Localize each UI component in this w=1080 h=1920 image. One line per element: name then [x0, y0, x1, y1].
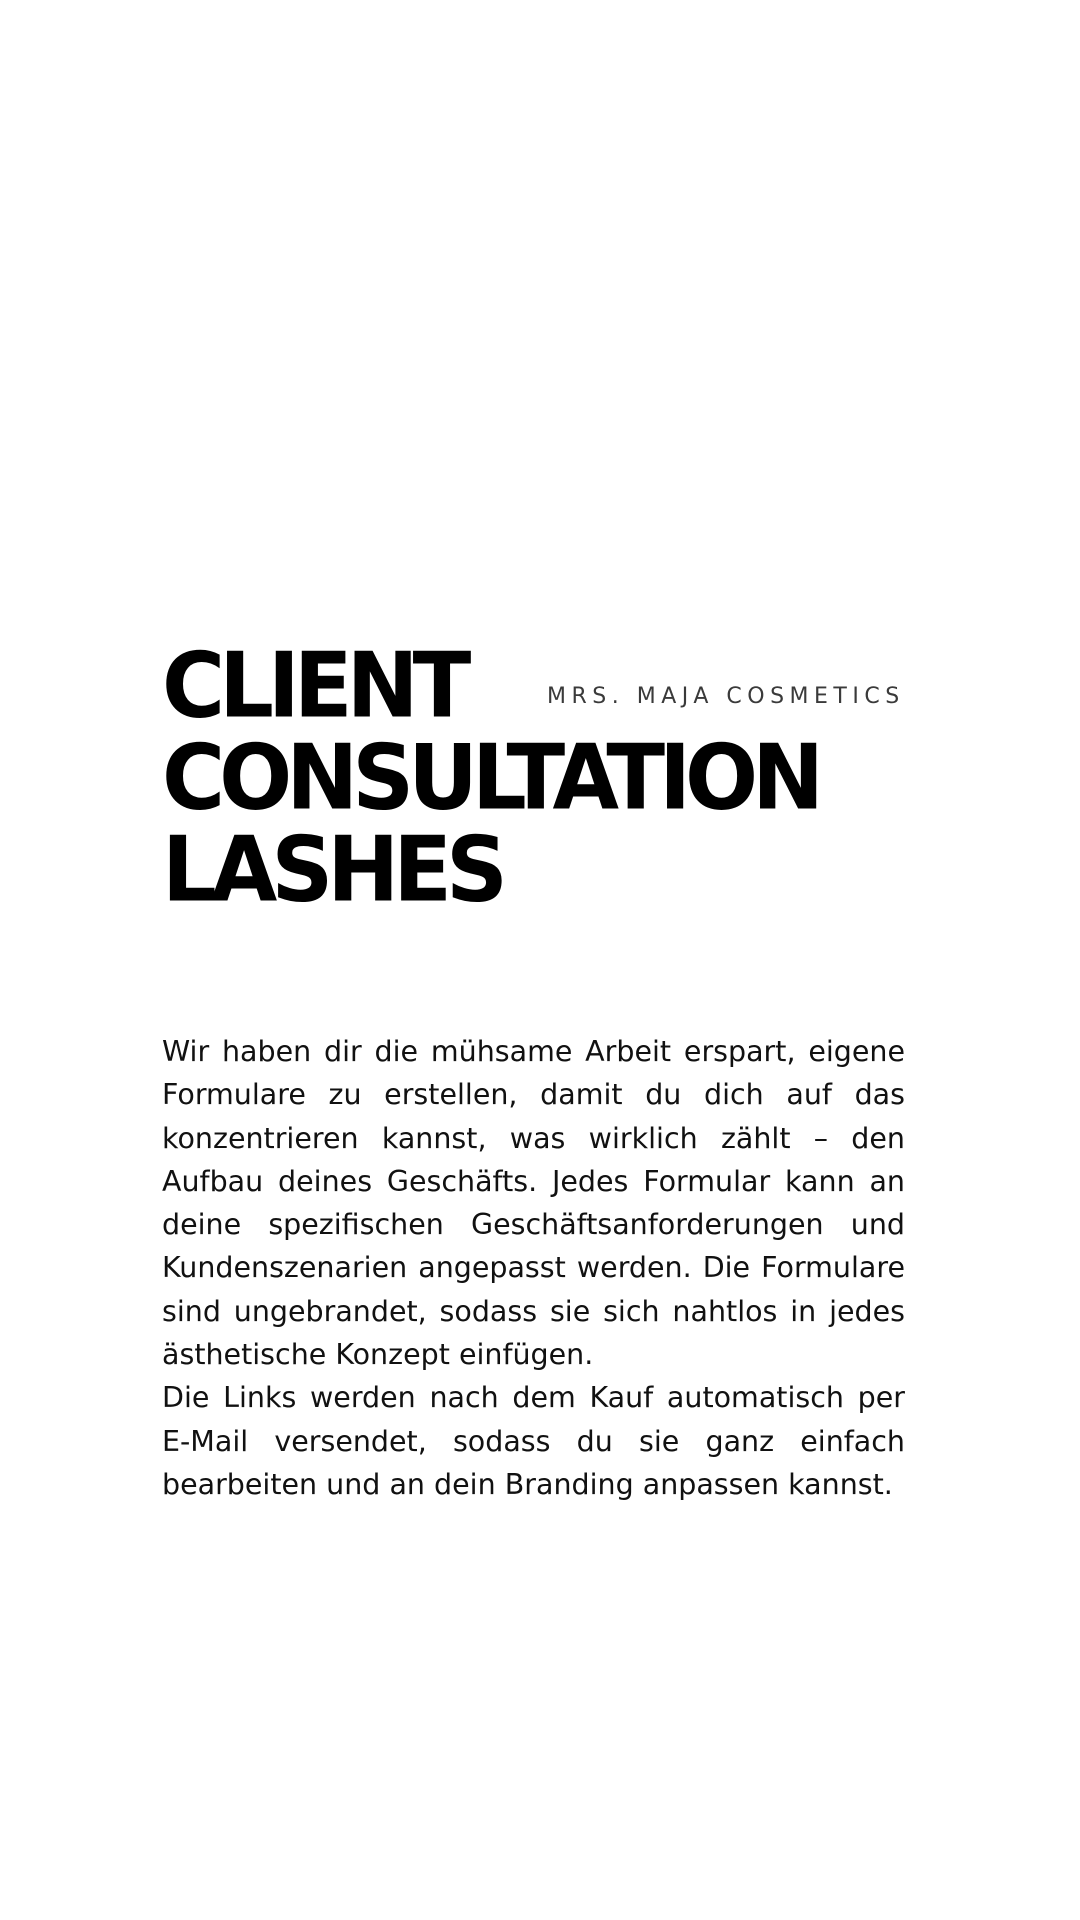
- title-line-lashes: LASHES: [162, 817, 502, 923]
- page-title: [162, 633, 942, 923]
- description: [162, 1030, 905, 1506]
- description-paragraph-1: Wir haben dir die mühsame Arbeit erspart, eigene Formulare zu erstellen, damit du dich auf das konzentrieren kannst, was wirklich zählt – den Aufbau deines Geschäfts. Jedes Formular kann an deine spezifischen Geschäftsanforderungen und Kundenszenarien angepasst werden. Die Formulare sind ungebrandet, sodass sie sich nahtlos in jedes ästhetische Konzept einfügen.: [162, 1035, 905, 1372]
- title-line-client: CLIENT: [162, 633, 466, 739]
- title-line-consultation: CONSULTATION: [162, 725, 819, 831]
- brand-name: MRS. MAJA COSMETICS: [547, 684, 905, 709]
- description-paragraph-2: Die Links werden nach dem Kauf automatisch per E-Mail versendet, sodass du sie ganz einfach bearbeiten und an dein Branding anpassen kannst.: [162, 1381, 905, 1501]
